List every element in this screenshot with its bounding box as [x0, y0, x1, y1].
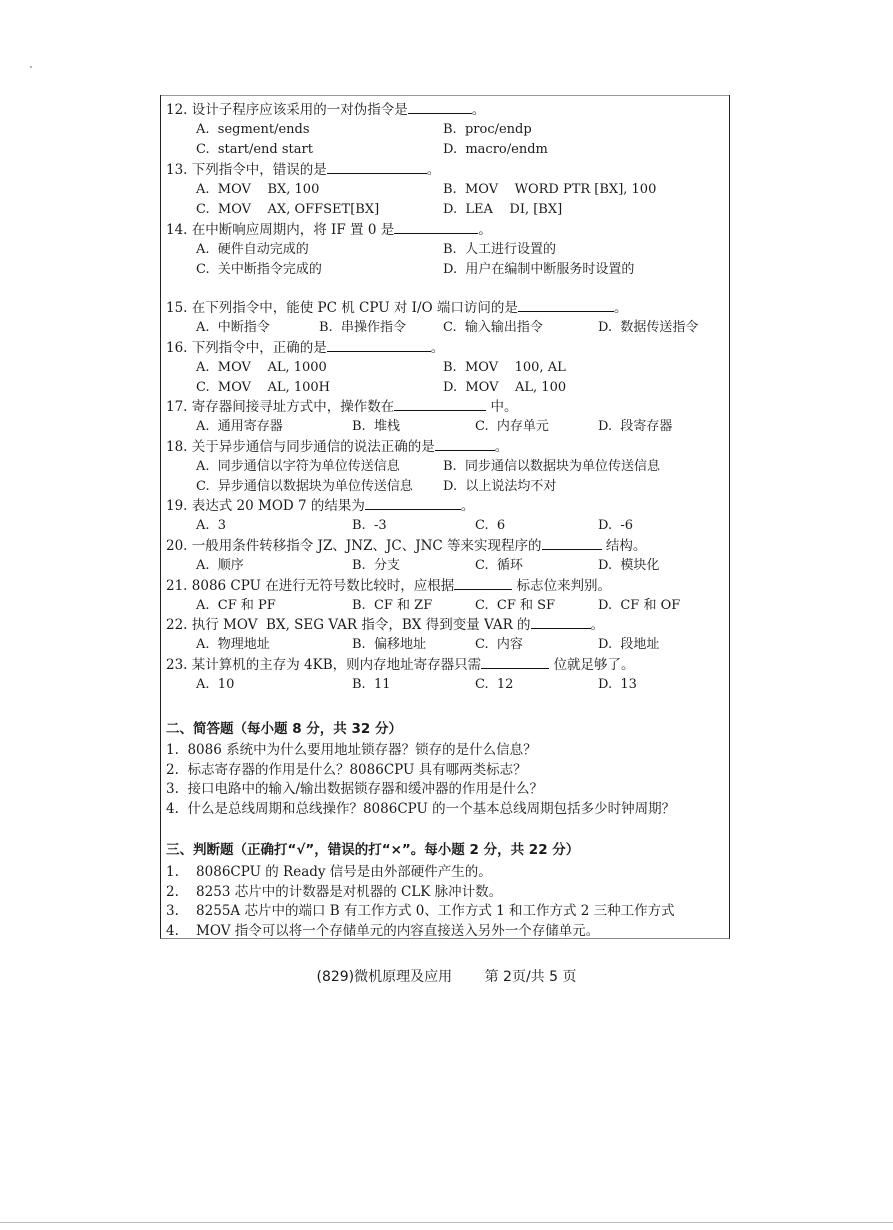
option-d — [443, 201, 562, 219]
question-text: 执行 MOV BX, SEG VAR 指令，BX 得到变量 VAR 的 — [191, 617, 531, 633]
option-b — [352, 597, 432, 615]
question-tail: 。 — [460, 498, 475, 514]
short-answer-item: 3. 接口电路中的输入/输出数据锁存器和缓冲器的作用是什么？ — [166, 781, 544, 797]
option-text: 硬件自动完成的 — [217, 242, 309, 257]
option-text: MOV AL, 100 — [465, 380, 567, 395]
option-c — [475, 676, 513, 694]
option-text: CF 和 SF — [496, 598, 556, 613]
option-text: -6 — [620, 518, 634, 533]
option-label: D. — [598, 637, 621, 652]
option-label: A. — [196, 558, 218, 573]
question-stem — [166, 221, 492, 239]
option-label: A. — [196, 360, 218, 375]
question-text: 寄存器间接寻址方式中，操作数在 — [191, 399, 395, 415]
answer-blank[interactable] — [327, 161, 427, 174]
option-text: 12 — [496, 677, 514, 692]
question-stem — [166, 438, 508, 456]
option-text: 中断指令 — [217, 320, 270, 335]
question-number: 20. — [166, 538, 192, 554]
question-stem — [166, 656, 634, 674]
answer-blank[interactable] — [542, 537, 602, 550]
answer-blank[interactable] — [531, 616, 591, 629]
option-b — [352, 418, 400, 436]
question-number: 13. — [166, 162, 192, 178]
option-label: B. — [319, 320, 341, 335]
question-number: 21. — [166, 578, 192, 594]
question-tail: 标志位来判别。 — [512, 578, 612, 594]
option-label: A. — [196, 242, 218, 257]
section-2-title: 二、简答题（每小题 8 分，共 32 分） — [166, 721, 402, 737]
option-label: D. — [598, 419, 621, 434]
option-a — [196, 319, 270, 337]
option-a — [196, 181, 319, 199]
option-d — [443, 141, 548, 159]
option-a — [196, 418, 283, 436]
question-stem — [166, 339, 444, 357]
option-label: C. — [475, 598, 497, 613]
footer-page-number: 第 2页/共 5 页 — [484, 969, 577, 985]
question-text: 在中断响应周期内，将 IF 置 0 是 — [191, 222, 395, 238]
option-text: MOV AX, OFFSET[BX] — [217, 202, 380, 217]
option-b — [352, 676, 391, 694]
option-label: A. — [196, 182, 218, 197]
option-label: C. — [443, 320, 465, 335]
option-label: B. — [352, 598, 374, 613]
question-text: 8086 CPU 在进行无符号数比较时，应根据 — [191, 578, 455, 594]
question-text: 表达式 20 MOD 7 的结果为 — [191, 498, 365, 514]
option-b — [352, 557, 400, 575]
option-a — [196, 557, 244, 575]
option-text: 偏移地址 — [373, 637, 426, 652]
question-tail: 。 — [590, 617, 605, 633]
option-label: D. — [443, 380, 466, 395]
option-text: MOV 100, AL — [464, 360, 566, 375]
question-tail: 。 — [426, 162, 441, 178]
option-text: 段地址 — [620, 637, 660, 652]
question-tail: 中。 — [486, 399, 518, 415]
question-stem — [166, 398, 518, 416]
option-c — [475, 517, 505, 535]
option-c — [196, 261, 322, 279]
option-label: D. — [443, 142, 466, 157]
answer-blank[interactable] — [454, 577, 512, 590]
option-label: C. — [475, 518, 497, 533]
question-number: 15. — [166, 300, 192, 316]
scan-speck — [30, 66, 32, 68]
option-a — [196, 121, 310, 139]
true-false-item: 3. 8255A 芯片中的端口 B 有工作方式 0、工作方式 1 和工作方式 2 三种工作方式 — [166, 903, 675, 919]
option-label: D. — [598, 598, 621, 613]
option-label: A. — [196, 677, 218, 692]
answer-blank[interactable] — [394, 398, 486, 411]
true-false-item: 1. 8086CPU 的 Ready 信号是由外部硬件产生的。 — [166, 864, 492, 880]
question-tail: 结构。 — [601, 538, 647, 554]
question-number: 14. — [166, 222, 192, 238]
answer-blank[interactable] — [408, 101, 472, 114]
option-label: C. — [196, 142, 218, 157]
option-a — [196, 241, 309, 259]
option-label: A. — [196, 419, 218, 434]
option-c — [196, 141, 313, 159]
footer-course: (829)微机原理及应用 — [316, 969, 453, 985]
question-tail: 。 — [471, 102, 486, 118]
option-b — [352, 517, 387, 535]
option-text: 顺序 — [217, 558, 244, 573]
question-text: 下列指令中，正确的是 — [191, 340, 327, 356]
option-text: start/end start — [217, 142, 313, 157]
option-b — [443, 458, 660, 476]
option-a — [196, 359, 327, 377]
question-stem — [166, 537, 646, 555]
option-c — [475, 636, 523, 654]
option-text: LEA DI, [BX] — [465, 202, 563, 217]
option-c — [196, 478, 413, 496]
option-text: 13 — [620, 677, 637, 692]
option-b — [443, 359, 566, 377]
option-label: B. — [443, 360, 465, 375]
option-label: C. — [196, 380, 218, 395]
option-c — [196, 379, 330, 397]
option-text: 循环 — [496, 558, 523, 573]
short-answer-item: 2. 标志寄存器的作用是什么？8086CPU 具有哪两类标志？ — [166, 761, 527, 778]
option-c — [196, 201, 379, 219]
option-text: 11 — [373, 677, 391, 692]
answer-blank[interactable] — [365, 497, 461, 510]
option-a — [196, 636, 270, 654]
option-label: B. — [443, 242, 465, 257]
option-text: 同步通信以数据块为单位传送信息 — [464, 459, 660, 474]
question-text: 设计子程序应该采用的一对伪指令是 — [191, 102, 408, 118]
option-label: D. — [598, 518, 621, 533]
true-false-item: 4. MOV 指令可以将一个存储单元的内容直接送入另外一个存储单元。 — [166, 922, 600, 939]
question-text: 关于异步通信与同步通信的说法正确的是 — [191, 439, 435, 455]
option-d — [598, 517, 633, 535]
option-label: D. — [598, 677, 621, 692]
option-label: B. — [352, 637, 374, 652]
question-tail: 。 — [430, 340, 445, 356]
answer-blank[interactable] — [327, 339, 431, 352]
option-text: 数据传送指令 — [620, 320, 699, 335]
question-stem — [166, 616, 604, 634]
answer-blank[interactable] — [481, 656, 549, 669]
option-text: MOV BX, 100 — [217, 182, 320, 197]
question-stem — [166, 299, 627, 317]
option-b — [443, 181, 656, 199]
option-d — [443, 261, 634, 279]
question-tail: 。 — [494, 439, 509, 455]
question-number: 22. — [166, 617, 192, 633]
option-label: C. — [475, 558, 497, 573]
option-label: B. — [352, 419, 374, 434]
question-stem — [166, 577, 611, 595]
question-number: 17. — [166, 399, 192, 415]
option-text: 堆栈 — [373, 419, 400, 434]
question-stem — [166, 497, 474, 515]
option-text: 人工进行设置的 — [464, 242, 556, 257]
option-label: B. — [443, 182, 465, 197]
option-text: CF 和 OF — [620, 598, 681, 613]
question-tail: 位就足够了。 — [549, 657, 635, 673]
option-d — [598, 557, 659, 575]
question-number: 18. — [166, 439, 192, 455]
answer-blank[interactable] — [394, 221, 478, 234]
option-text: 内容 — [496, 637, 523, 652]
option-b — [319, 319, 406, 337]
option-label: C. — [196, 202, 218, 217]
option-label: D. — [598, 320, 621, 335]
option-b — [443, 121, 532, 139]
option-text: 内存单元 — [496, 419, 549, 434]
option-label: C. — [475, 677, 497, 692]
option-text: segment/ends — [217, 122, 310, 137]
option-text: macro/endm — [465, 142, 548, 157]
option-text: MOV WORD PTR [BX], 100 — [464, 182, 657, 197]
option-c — [475, 597, 555, 615]
option-text: 模块化 — [620, 558, 660, 573]
question-text: 某计算机的主存为 4KB，则内存地址寄存器只需 — [191, 657, 482, 673]
option-a — [196, 597, 276, 615]
option-label: B. — [443, 459, 465, 474]
answer-blank[interactable] — [435, 438, 495, 451]
question-number: 12. — [166, 102, 192, 118]
option-text: 串操作指令 — [340, 320, 406, 335]
option-text: MOV AL, 1000 — [217, 360, 327, 375]
option-label: A. — [196, 122, 218, 137]
question-number: 19. — [166, 498, 192, 514]
option-label: D. — [443, 479, 466, 494]
page-footer — [0, 966, 893, 986]
question-text: 一般用条件转移指令 JZ、JNZ、JC、JNC 等来实现程序的 — [191, 538, 542, 554]
option-b — [443, 241, 556, 259]
option-c — [443, 319, 543, 337]
option-text: MOV AL, 100H — [217, 380, 330, 395]
question-number: 23. — [166, 657, 192, 673]
option-label: C. — [196, 262, 218, 277]
option-text: proc/endp — [464, 122, 532, 137]
option-text: 异步通信以数据块为单位传送信息 — [217, 479, 413, 494]
option-text: 以上说法均不对 — [465, 479, 557, 494]
option-d — [598, 418, 672, 436]
question-stem — [166, 161, 440, 179]
option-label: C. — [475, 419, 497, 434]
option-text: CF 和 ZF — [373, 598, 433, 613]
option-text: 关中断指令完成的 — [217, 262, 322, 277]
option-label: A. — [196, 637, 218, 652]
option-text: CF 和 PF — [217, 598, 276, 613]
option-label: A. — [196, 459, 218, 474]
option-a — [196, 676, 234, 694]
option-d — [598, 636, 659, 654]
option-d — [443, 478, 556, 496]
option-label: D. — [598, 558, 621, 573]
option-label: A. — [196, 598, 218, 613]
option-text: 物理地址 — [217, 637, 270, 652]
option-label: D. — [443, 202, 466, 217]
option-label: A. — [196, 320, 218, 335]
option-text: -3 — [373, 518, 387, 533]
section-3-title: 三、判断题（正确打“√”，错误的打“×”。每小题 2 分，共 22 分） — [166, 842, 580, 858]
option-label: B. — [352, 518, 374, 533]
short-answer-item: 4. 什么是总线周期和总线操作？8086CPU 的一个基本总线周期包括多少时钟周期？ — [166, 800, 676, 817]
option-label: C. — [196, 479, 218, 494]
true-false-item: 2. 8253 芯片中的计数器是对机器的 CLK 脉冲计数。 — [166, 883, 503, 900]
option-text: 6 — [496, 518, 506, 533]
option-d — [443, 379, 566, 397]
short-answer-item: 1. 8086 系统中为什么要用地址锁存器？锁存的是什么信息？ — [166, 742, 537, 758]
question-text: 在下列指令中，能使 PC 机 CPU 对 I/O 端口访问的是 — [191, 300, 518, 316]
option-text: 通用寄存器 — [217, 419, 283, 434]
option-text: 段寄存器 — [620, 419, 673, 434]
option-c — [475, 557, 523, 575]
option-text: 用户在编制中断服务时设置的 — [465, 262, 635, 277]
question-stem — [166, 101, 485, 119]
option-label: C. — [475, 637, 497, 652]
option-text: 10 — [217, 677, 235, 692]
option-label: D. — [443, 262, 466, 277]
option-d — [598, 597, 680, 615]
question-text: 下列指令中，错误的是 — [191, 162, 327, 178]
option-b — [352, 636, 426, 654]
option-d — [598, 676, 637, 694]
option-text: 3 — [217, 518, 227, 533]
option-label: B. — [352, 558, 374, 573]
question-tail: 。 — [613, 300, 628, 316]
answer-blank[interactable] — [518, 299, 614, 312]
option-label: B. — [443, 122, 465, 137]
option-text: 同步通信以字符为单位传送信息 — [217, 459, 400, 474]
question-tail: 。 — [478, 222, 492, 238]
option-label: B. — [352, 677, 374, 692]
option-text: 分支 — [373, 558, 400, 573]
option-text: 输入输出指令 — [464, 320, 543, 335]
option-d — [598, 319, 698, 337]
scan-edge — [0, 1222, 893, 1223]
option-c — [475, 418, 549, 436]
option-a — [196, 517, 226, 535]
option-label: A. — [196, 518, 218, 533]
question-number: 16. — [166, 340, 192, 356]
option-a — [196, 458, 400, 476]
